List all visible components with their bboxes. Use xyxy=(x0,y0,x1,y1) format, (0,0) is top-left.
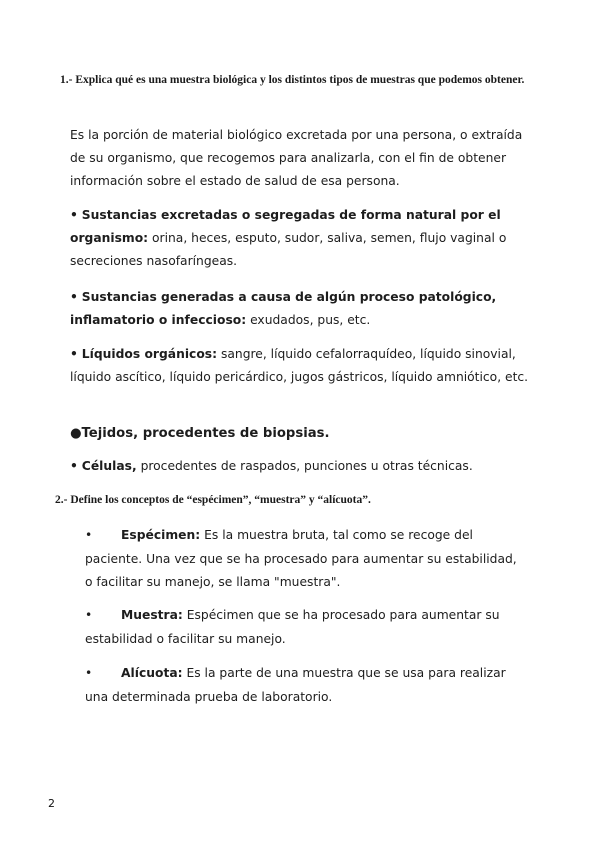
list-item xyxy=(70,343,540,389)
item-text: Es la parte de una muestra que se usa para realizar una determinada prueba de laboratorio. xyxy=(85,666,506,704)
question-2-heading: 2.- Define los conceptos de “espécimen”, “muestra” y “alícuota”. xyxy=(55,494,371,506)
item-text: Espécimen que se ha procesado para aumentar su estabilidad o facilitar su manejo. xyxy=(85,608,500,646)
bullet: • xyxy=(70,459,78,473)
item-term: Sustancias excretadas o segregadas de forma natural por el organismo: xyxy=(70,208,501,245)
item-term: Muestra: xyxy=(121,608,183,622)
definition-paragraph: Es la porción de material biológico excretada por una persona, o extraída de su organismo, que recogemos para analizarla, con el fin de obtener información sobre el estado de salud de esa persona. xyxy=(70,128,523,188)
definition-item xyxy=(85,662,525,709)
item-text: exudados, pus, etc. xyxy=(250,313,371,327)
question-1-heading: 1.- Explica qué es una muestra biológica y los distintos tipos de muestras que podemos obtener. xyxy=(60,74,525,86)
item-text: orina, heces, esputo, sudor, saliva, semen, flujo vaginal o secreciones nasofaríngeas. xyxy=(70,231,507,268)
list-item xyxy=(70,422,540,445)
bullet: • xyxy=(85,666,93,680)
item-text: sangre, líquido cefalorraquídeo, líquido sinovial, líquido ascítico, líquido pericárdico, jugos gástricos, líquido amniótico, etc. xyxy=(70,347,529,384)
item-term: Líquidos orgánicos: xyxy=(81,347,218,361)
item-text: procedentes de raspados, punciones u otras técnicas. xyxy=(140,459,473,473)
page-number: 2 xyxy=(48,797,55,810)
item-term: Espécimen: xyxy=(121,528,201,542)
item-term: Células, xyxy=(81,459,137,473)
list-item xyxy=(70,204,540,273)
item-term: Sustancias generadas a causa de algún proceso patológico, inflamatorio o infeccioso: xyxy=(70,290,497,327)
bullet: • xyxy=(70,208,78,222)
bullet: • xyxy=(70,347,78,361)
bullet: • xyxy=(85,608,93,622)
list-item xyxy=(70,455,540,478)
definition-item xyxy=(85,524,525,595)
bullet: ● xyxy=(70,426,82,441)
bullet: • xyxy=(70,290,78,304)
definition-item xyxy=(85,604,525,651)
item-term: Tejidos, procedentes de biopsias. xyxy=(81,426,330,441)
bullet: • xyxy=(85,528,93,542)
list-item xyxy=(70,286,540,332)
item-text: Es la muestra bruta, tal como se recoge del paciente. Una vez que se ha procesado para aumentar su estabilidad, o facilitar su manejo, se llama "muestra". xyxy=(85,528,517,589)
item-term: Alícuota: xyxy=(121,666,183,680)
